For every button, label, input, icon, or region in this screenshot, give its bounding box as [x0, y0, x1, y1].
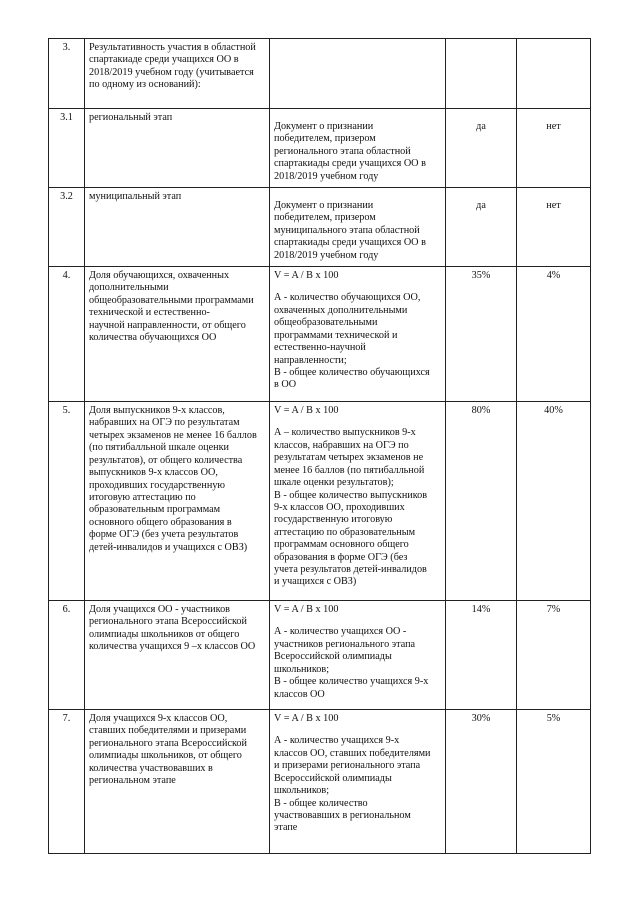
calculation-method	[270, 601, 446, 710]
method-line: 9-х классов ОО, проходивших	[274, 501, 405, 513]
value-2-text: нет	[546, 200, 561, 212]
criterion-name-line: Доля учащихся 9-х классов ОО,	[89, 713, 228, 725]
criterion-name-line: дополнительными	[89, 282, 169, 294]
method-line: 2018/2019 учебном году	[274, 249, 379, 261]
criterion-name-line: (по пятибалльной шкале оценки	[89, 442, 230, 454]
calculation-method	[270, 710, 446, 854]
method-line: Всероссийской олимпиады	[274, 651, 392, 663]
criterion-name-line: олимпиады школьников, от общего	[89, 750, 242, 762]
method-line: охваченных дополнительными	[274, 304, 408, 316]
row-number-text: 3.2	[60, 191, 73, 203]
criterion-name-line: региональном этапе	[89, 775, 176, 787]
method-line: спартакиады среди учащихся ОО в	[274, 237, 426, 249]
criterion-name-line: регионального этапа Всероссийской	[89, 737, 247, 749]
method-line: А – количество выпускников 9-х	[274, 427, 416, 439]
value-2-text: нет	[546, 121, 561, 132]
criterion-name-line: основного общего образования в	[89, 516, 232, 528]
criteria-table	[48, 38, 591, 854]
value-2-text: 5%	[546, 713, 561, 725]
criterion-name-line: спартакиаде среди учащихся ОО в	[89, 54, 239, 66]
value-2	[517, 601, 591, 710]
value-2	[517, 402, 591, 601]
method-line: образования в форме ОГЭ (без	[274, 551, 408, 563]
criteria-table-body	[49, 39, 591, 854]
method-line: менее 16 баллов (по пятибалльной	[274, 464, 425, 476]
criterion-name-line: научной направленности, от общего	[89, 319, 246, 331]
criterion-name-line: набравших на ОГЭ по результатам	[89, 417, 240, 429]
value-1	[446, 601, 517, 710]
criterion-name	[85, 710, 270, 854]
criterion-name	[85, 188, 270, 267]
row-number	[49, 402, 85, 601]
criterion-name-line: результатов), от общего количества	[89, 454, 243, 466]
criterion-name	[85, 601, 270, 710]
row-number-text: 3.1	[60, 112, 73, 123]
table-row	[49, 188, 591, 267]
method-line: естественно-научной	[274, 342, 366, 354]
method-line: классов, набравших на ОГЭ по	[274, 439, 409, 451]
value-2	[517, 710, 591, 854]
method-line: школьников;	[274, 663, 330, 675]
method-line: этапе	[274, 822, 298, 834]
method-line: А - количество учащихся ОО -	[274, 626, 407, 638]
spacer	[274, 282, 441, 292]
row-number	[49, 710, 85, 854]
criterion-name-line: четырех экзаменов не менее 16 баллов	[89, 429, 257, 441]
method-line: участвовавших в региональном	[274, 809, 411, 821]
value-2	[517, 267, 591, 402]
row-number	[49, 267, 85, 402]
criterion-name-line: 2018/2019 учебном году (учитывается	[89, 66, 254, 78]
method-line: Документ о признании	[274, 200, 374, 212]
method-line: и учащихся с ОВЗ)	[274, 576, 357, 588]
method-line: победителем, призером	[274, 133, 376, 145]
criterion-name-line: технической и естественно-	[89, 307, 210, 319]
table-row	[49, 267, 591, 402]
table-row	[49, 39, 591, 109]
formula: V = A / B x 100	[274, 604, 339, 616]
formula: V = A / B x 100	[274, 713, 339, 725]
method-line: спартакиады среди учащихся ОО в	[274, 158, 426, 170]
row-number	[49, 109, 85, 188]
method-line: классов ОО	[274, 688, 325, 700]
method-line: в ОО	[274, 379, 297, 391]
value-2-text: 7%	[546, 604, 561, 616]
criterion-name-line: Результативность участия в областной	[89, 42, 256, 53]
method-line: 2018/2019 учебном году	[274, 170, 379, 182]
calculation-method	[270, 39, 446, 109]
value-2-text: 40%	[544, 405, 563, 417]
method-line: А - количество обучающихся ОО,	[274, 292, 421, 304]
criterion-name-line: олимпиады школьников от общего	[89, 628, 240, 640]
criterion-name-line: регионального этапа Всероссийской	[89, 616, 247, 628]
value-1-text: 14%	[471, 604, 491, 616]
method-line: победителем, призером	[274, 212, 376, 224]
value-1	[446, 710, 517, 854]
criterion-name	[85, 267, 270, 402]
calculation-method	[270, 402, 446, 601]
value-1	[446, 402, 517, 601]
value-1	[446, 39, 517, 109]
criterion-name-line: муниципальный этап	[89, 191, 182, 203]
formula: V = A / B x 100	[274, 405, 339, 417]
value-1-text: 35%	[471, 270, 491, 282]
criterion-name-line: общеобразовательными программами	[89, 294, 254, 306]
criterion-name-line: количества участвовавших в	[89, 762, 213, 774]
criterion-name-line: Доля учащихся ОО - участников	[89, 604, 230, 616]
row-number	[49, 601, 85, 710]
criterion-name	[85, 402, 270, 601]
value-2	[517, 188, 591, 267]
method-line: классов ОО, ставших победителями	[274, 747, 431, 759]
method-line: программам основного общего	[274, 539, 409, 551]
method-line: аттестацию по образовательным	[274, 526, 416, 538]
value-1	[446, 109, 517, 188]
value-1-text: да	[476, 200, 486, 212]
criterion-name	[85, 109, 270, 188]
calculation-method	[270, 267, 446, 402]
spacer	[274, 417, 441, 427]
value-1-text: 80%	[471, 405, 491, 417]
spacer	[274, 725, 441, 735]
method-line: В - общее количество учащихся 9-х	[274, 676, 429, 688]
value-1	[446, 188, 517, 267]
row-number	[49, 39, 85, 109]
criterion-name-line: проходивших государственную	[89, 479, 226, 491]
criterion-name-line: Доля обучающихся, охваченных	[89, 270, 230, 282]
table-row	[49, 710, 591, 854]
method-line: шкале оценки результатов);	[274, 477, 394, 489]
method-line: А - количество учащихся 9-х	[274, 735, 400, 747]
value-2	[517, 39, 591, 109]
criterion-name-line: детей-инвалидов и учащихся с ОВЗ)	[89, 541, 248, 553]
method-line: регионального этапа областной	[274, 145, 411, 157]
calculation-method	[270, 188, 446, 267]
method-line: муниципального этапа областной	[274, 224, 420, 236]
method-line: результатам четырех экзаменов не	[274, 452, 424, 464]
spacer	[274, 616, 441, 626]
criterion-name-line: выпускников 9-х классов ОО,	[89, 467, 218, 479]
method-line: участников регионального этапа	[274, 638, 416, 650]
method-line: общеобразовательными	[274, 317, 378, 329]
value-2	[517, 109, 591, 188]
method-line: государственную итоговую	[274, 514, 393, 526]
table-row	[49, 402, 591, 601]
row-number-text: 4.	[62, 270, 71, 282]
criterion-name-line: ставших победителями и призерами	[89, 725, 247, 737]
row-number	[49, 188, 85, 267]
method-line: программами технической и	[274, 329, 398, 341]
criterion-name-line: количества учащихся 9 –х классов ОО	[89, 641, 256, 653]
criterion-name-line: по одному из оснований):	[89, 79, 201, 91]
method-line: Всероссийской олимпиады	[274, 772, 392, 784]
value-2-text: 4%	[546, 270, 561, 282]
method-line: учета результатов детей-инвалидов	[274, 563, 427, 575]
criterion-name-line: количества обучающихся ОО	[89, 332, 217, 344]
criterion-name-line: итоговую аттестацию по	[89, 491, 196, 503]
value-1	[446, 267, 517, 402]
method-line: школьников;	[274, 785, 330, 797]
row-number-text: 5.	[62, 405, 71, 417]
formula: V = A / B x 100	[274, 270, 339, 282]
row-number-text: 3.	[62, 42, 71, 53]
value-1-text: да	[476, 121, 486, 132]
calculation-method	[270, 109, 446, 188]
method-line: В - общее количество	[274, 797, 368, 809]
row-number-text: 6.	[62, 604, 71, 616]
method-line: В - общее количество обучающихся	[274, 366, 430, 378]
table-row	[49, 601, 591, 710]
criterion-name	[85, 39, 270, 109]
method-line: В - общее количество выпускников	[274, 489, 428, 501]
method-line: и призерами регионального этапа	[274, 760, 421, 772]
table-row	[49, 109, 591, 188]
row-number-text: 7.	[62, 713, 71, 725]
criterion-name-line: форме ОГЭ (без учета результатов	[89, 529, 239, 541]
value-1-text: 30%	[471, 713, 491, 725]
criterion-name-line: образовательным программам	[89, 504, 221, 516]
method-line: Документ о признании	[274, 121, 374, 132]
criterion-name-line: Доля выпускников 9-х классов,	[89, 405, 225, 417]
criterion-name-line: региональный этап	[89, 112, 173, 123]
method-line: направленности;	[274, 354, 347, 366]
